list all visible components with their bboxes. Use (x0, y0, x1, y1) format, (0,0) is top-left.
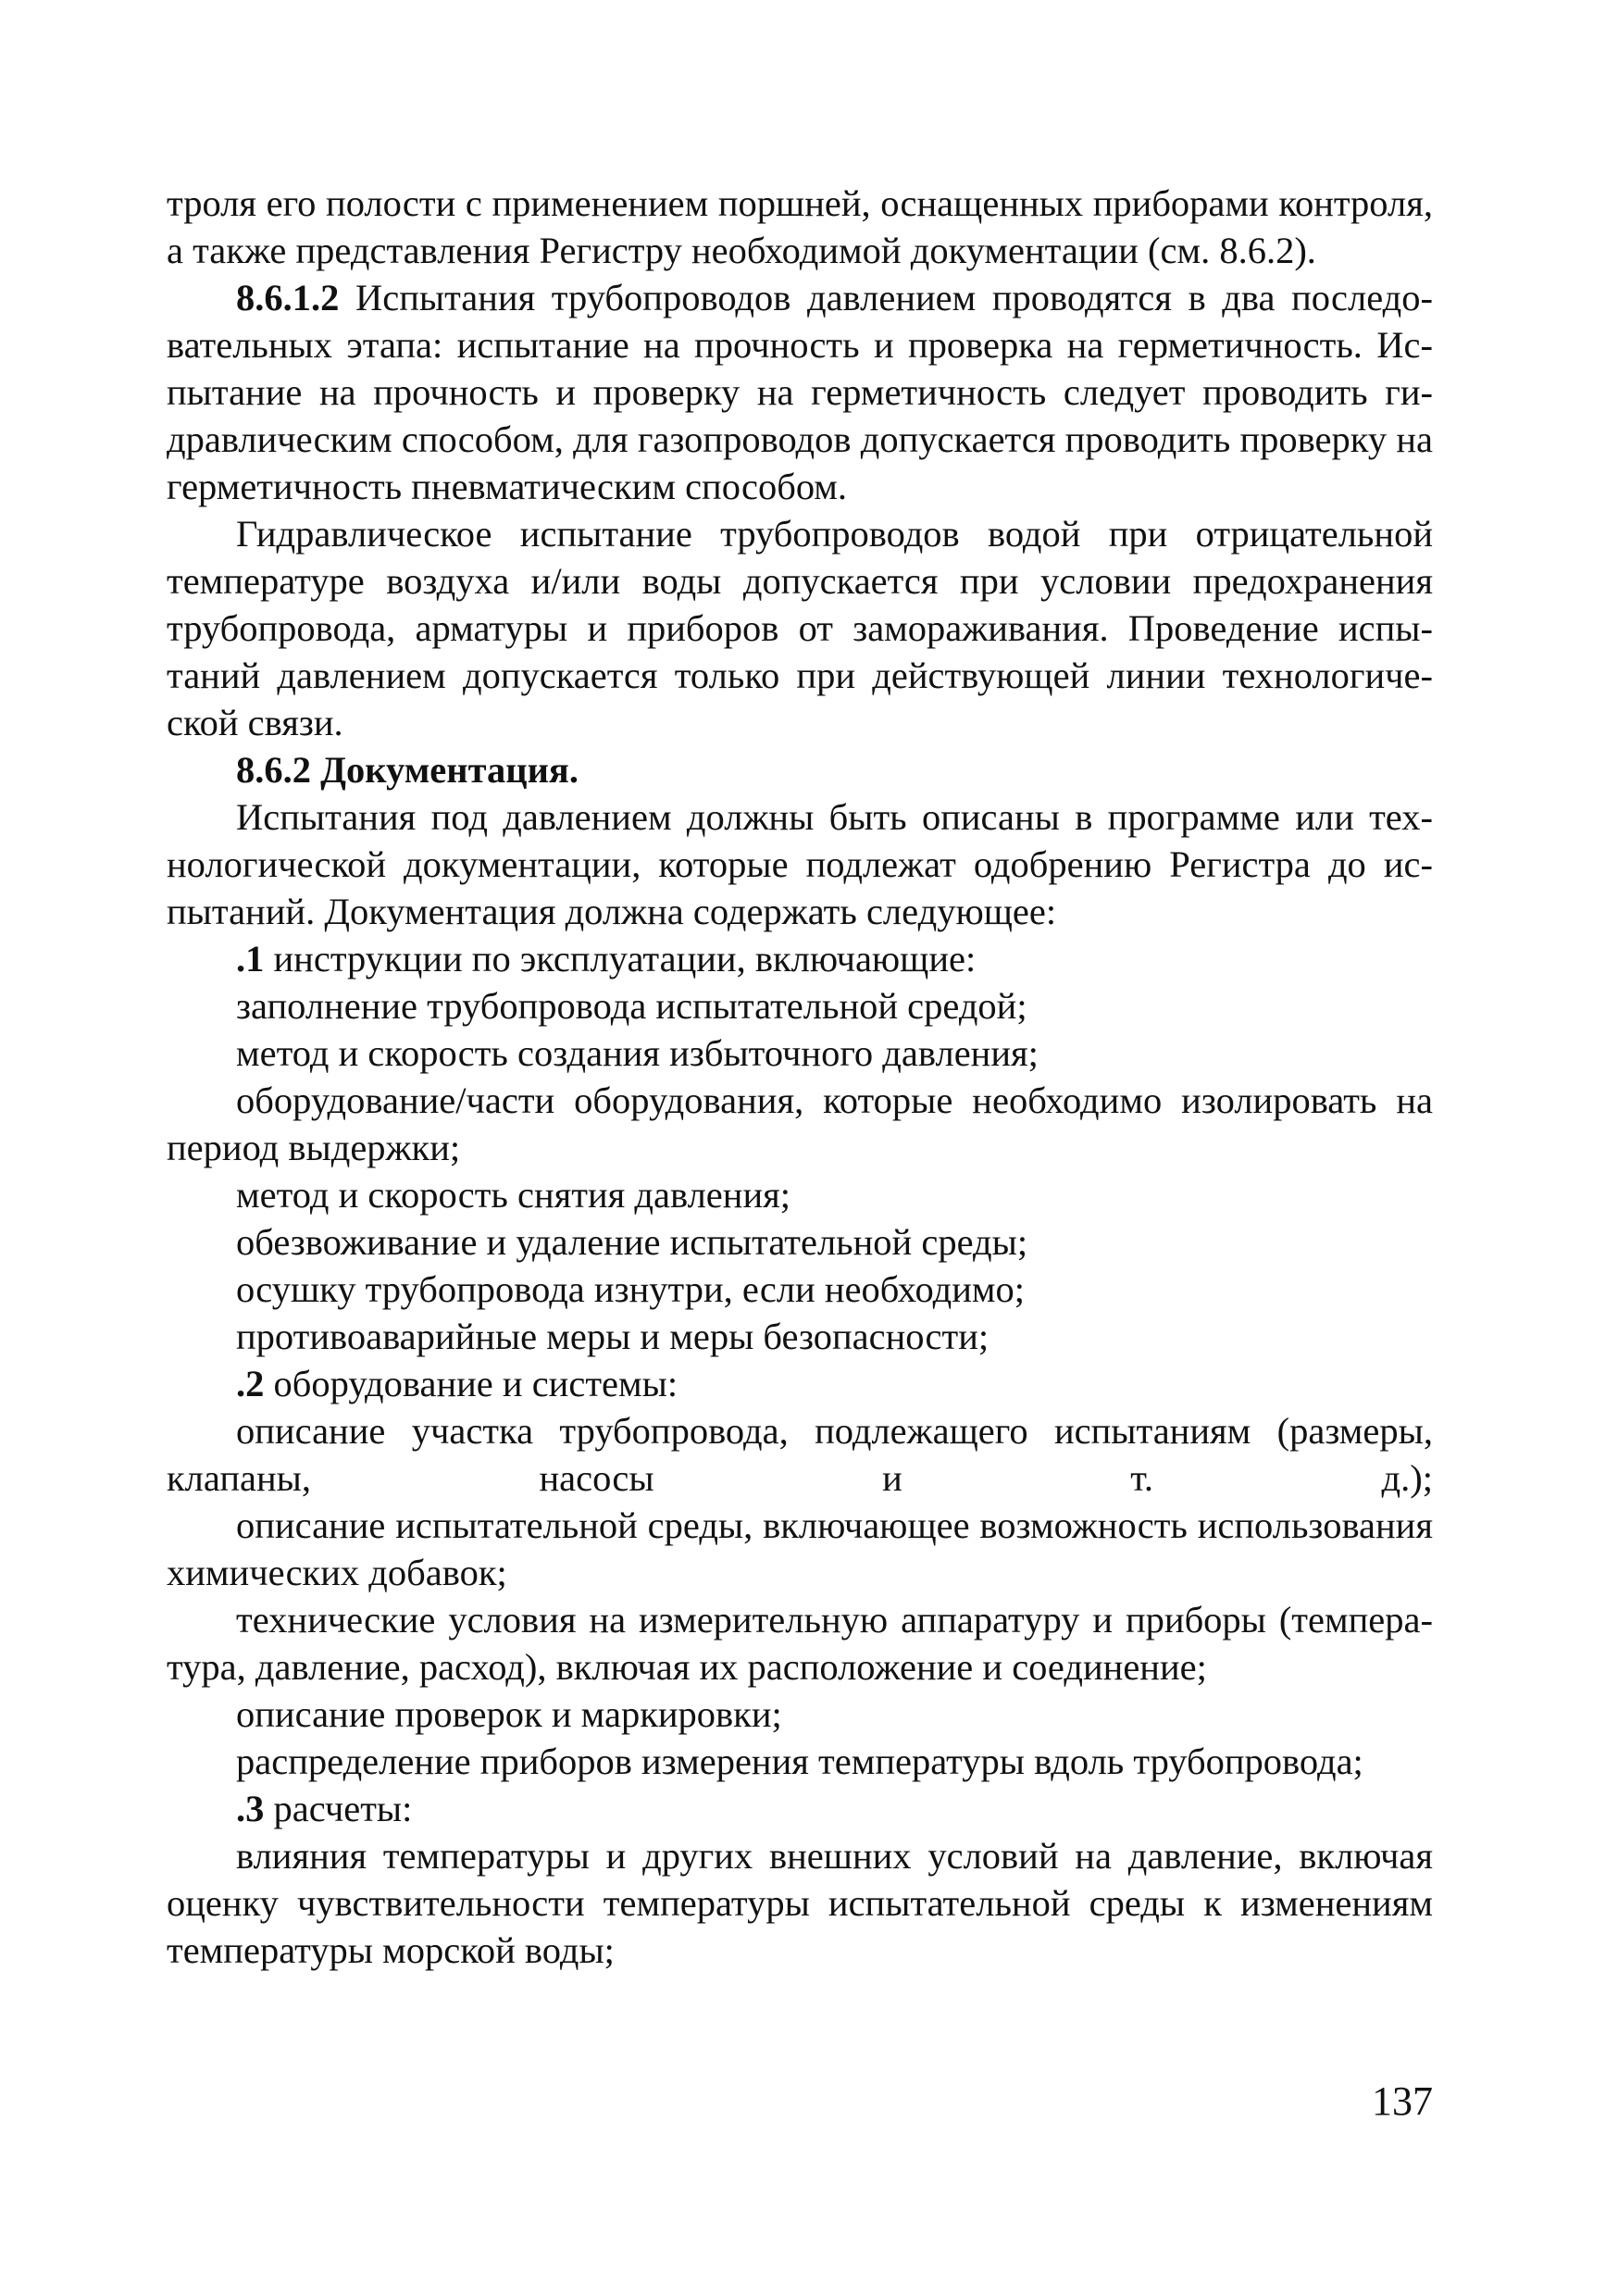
page-number: 137 (1372, 2078, 1433, 2124)
list-line: обезвоживание и удаление испытательной среды; (236, 1221, 1028, 1263)
list-item-3-title: расчеты: (264, 1788, 413, 1829)
list-line: метод и скорость создания избыточного давления; (236, 1032, 1039, 1074)
section-heading-8-6-2: 8.6.2 Документация. (236, 749, 579, 791)
list-line: осушку трубопровода изнутри, если необходимо; (236, 1268, 1026, 1310)
paragraph-8-6-1-2 (167, 274, 1433, 510)
list-line: противоаварийные меры и меры безопасности; (236, 1316, 989, 1357)
list-line: оборудование/части оборудования, которые необходимо изолировать на период выдержки; (167, 1079, 1433, 1168)
clause-number-8-6-1-2: 8.6.1.2 (236, 277, 340, 318)
list-line: описание участка трубопровода, подлежащего испытаниям (размеры, клапаны, насосы и т. д.); (167, 1410, 1433, 1499)
list-line: заполнение трубопровода испытательной средой; (236, 985, 1027, 1027)
list-line: влияния температуры и других внешних условий на давление, включая оценку чувствительности температуры испытательной среды к изменениям температуры морской воды; (167, 1835, 1433, 1971)
list-item-3 (167, 1785, 1433, 1832)
intro-paragraph: троля его полости с применением поршней, оснащенных приборами контроля, а также представления Регистру необходимой документации (см. 8.6.2). (167, 182, 1433, 271)
list-item-2 (167, 1360, 1433, 1407)
list-item-2-number: .2 (236, 1363, 265, 1404)
list-item-2-title: оборудование и системы: (264, 1363, 678, 1404)
list-item-1 (167, 935, 1433, 982)
hydraulic-test-paragraph: Гидравлическое испытание трубопроводов водой при отрицательной температуре воздуха и/или воды допускается при условии предохранения трубопровода, арматуры и приборов от замораживания. Проведение испытаний давлением допускается только при действующей линии технологической связи. (167, 513, 1433, 743)
list-line: описание проверок и маркировки; (236, 1693, 782, 1735)
list-item-3-number: .3 (236, 1788, 265, 1829)
list-line: описание испытательной среды, включающее возможность использования химических добавок; (167, 1504, 1433, 1593)
list-item-1-number: .1 (236, 938, 265, 980)
list-line: технические условия на измерительную аппаратуру и приборы (температура, давление, расход), включая их расположение и соединение; (167, 1599, 1433, 1688)
clause-text-8-6-1-2: Испытания трубопроводов давлением проводятся в два последовательных этапа: испытание на прочность и проверка на герметичность. Испытание на прочность и проверку на герметичность следует проводить гидравлическим способом, для газопроводов допускается проводить проверку на герметичность пневматическим способом. (167, 277, 1433, 507)
list-line: распределение приборов измерения температуры вдоль трубопровода; (236, 1741, 1363, 1782)
page-body (167, 180, 1433, 1974)
list-line: метод и скорость снятия давления; (236, 1174, 790, 1216)
documentation-intro-paragraph: Испытания под давлением должны быть описаны в программе или технологической документации, которые подлежат одобрению Регистра до испытаний. Документация должна содержать следующее: (167, 796, 1433, 932)
list-item-1-title: инструкции по эксплуатации, включающие: (264, 938, 977, 980)
